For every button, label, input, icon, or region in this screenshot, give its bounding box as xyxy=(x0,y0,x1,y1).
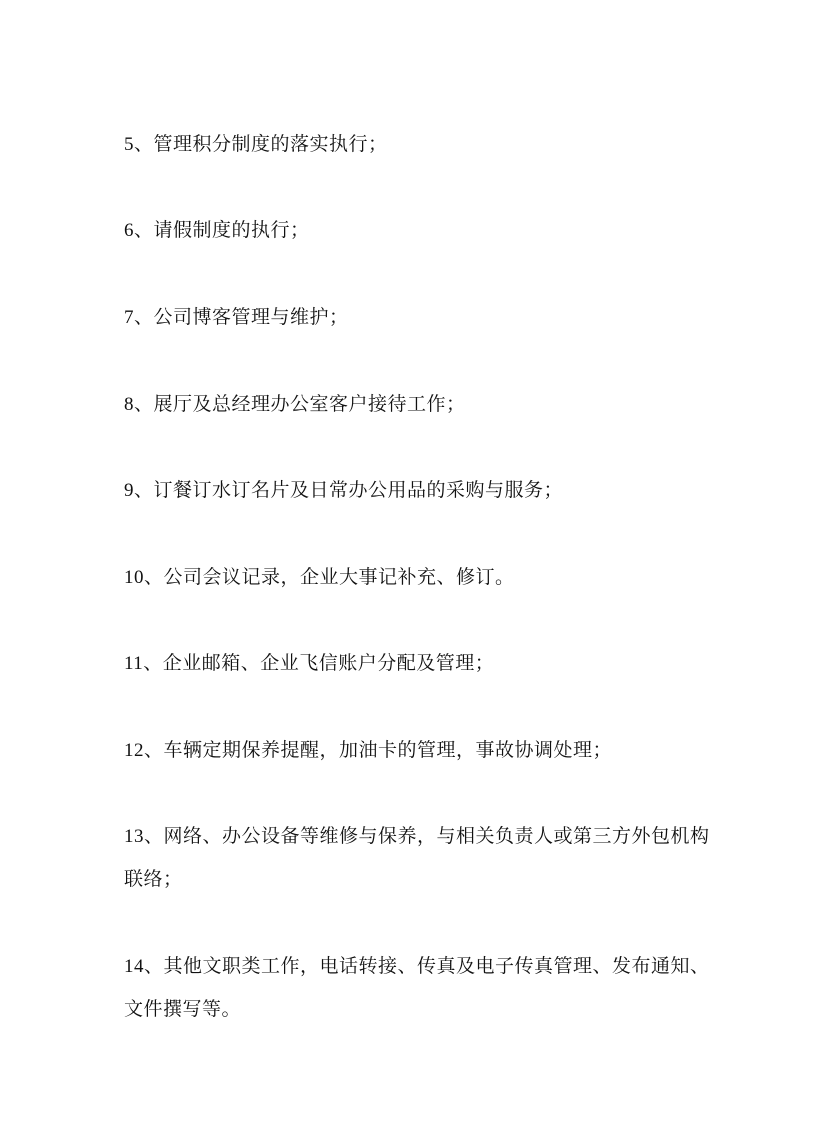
item-number: 9 xyxy=(124,480,134,501)
item-text: 、订餐订水订名片及日常办公用品的采购与服务； xyxy=(134,479,564,501)
item-number: 11 xyxy=(124,653,144,674)
list-item xyxy=(124,729,724,772)
item-text: 、公司博客管理与维护； xyxy=(134,306,349,328)
item-number: 14 xyxy=(124,956,144,977)
item-text: 、车辆定期保养提醒，加油卡的管理，事故协调处理； xyxy=(144,739,613,761)
list-item xyxy=(124,642,724,685)
item-text: 、网络、办公设备等维修与保养，与相关负责人或第三方外包机构联络； xyxy=(124,825,710,890)
item-text: 、请假制度的执行； xyxy=(134,219,310,241)
list-item xyxy=(124,556,724,599)
item-number: 5 xyxy=(124,134,134,155)
item-number: 7 xyxy=(124,307,134,328)
item-text: 、企业邮箱、企业飞信账户分配及管理； xyxy=(143,652,495,674)
item-number: 13 xyxy=(124,826,144,847)
item-number: 8 xyxy=(124,394,134,415)
item-text: 、展厅及总经理办公室客户接待工作； xyxy=(134,393,466,415)
list-item xyxy=(124,469,724,512)
item-number: 10 xyxy=(124,567,144,588)
list-item xyxy=(124,815,724,900)
item-text: 、其他文职类工作，电话转接、传真及电子传真管理、发布通知、文件撰写等。 xyxy=(124,955,710,1020)
item-number: 6 xyxy=(124,220,134,241)
list-item xyxy=(124,383,724,426)
list-item xyxy=(124,296,724,339)
list-item xyxy=(124,945,724,1030)
item-text: 、公司会议记录，企业大事记补充、修订。 xyxy=(144,566,515,588)
item-number: 12 xyxy=(124,740,144,761)
list-item xyxy=(124,123,724,166)
list-item xyxy=(124,209,724,252)
item-text: 、管理积分制度的落实执行； xyxy=(134,133,388,155)
